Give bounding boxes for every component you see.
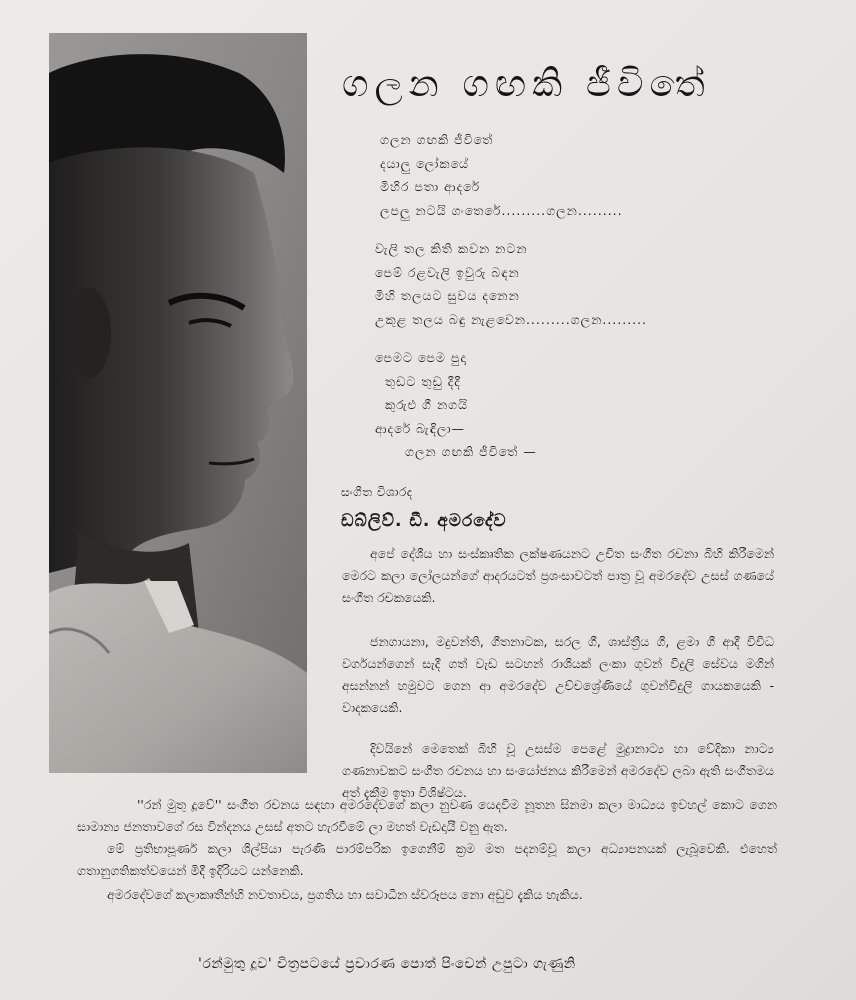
lyric-line: පෙම් රළවැලි ඉවුරු බඳන <box>375 264 520 280</box>
paragraph: අපේ දේශීය හා සංස්කෘතික ලක්ෂණයනට උචිත සංගීත රචනා බිහි කිරීමෙන් මෙරට කලා ලෝලයන්ගේ ආදරයටත් ප්‍රශංසාවටත් පාත්‍ර වූ අමරදේව උසස් ගණයේ සංගීත රචකයෙකි. <box>342 546 774 605</box>
song-lyrics <box>375 128 815 464</box>
lyric-line: තුඩට තුඩු දීදී <box>385 373 461 389</box>
lyric-line: දයාලු ලෝකයේ <box>380 155 469 171</box>
credit-name: ඩබ්ලිව්. ඩී. අමරදේව <box>341 511 507 531</box>
lyric-line: මිහිර පතා ආදරේ <box>380 179 481 194</box>
lyrics-stanza-3 <box>375 346 815 464</box>
lyric-line: පෙමට පෙම පුදා <box>375 350 467 365</box>
lyrics-stanza-2 <box>375 237 815 331</box>
credit-label: සංගීත විශාරද <box>341 485 413 499</box>
lyric-line: ලපලු නටයි ගංතෙරේ.........ගලන......... <box>380 202 623 218</box>
lyric-line: ආදරේ බැඳිලා— <box>375 420 466 436</box>
portrait-photo <box>49 33 307 773</box>
paragraph: ''රන් මුතු දූවේ'' සංගීත රචනය සඳහා අමරදේවගේ කලා නුවණ යෙදවීම නූතන සිනමා කලා මාධ්‍යය ඉවහල් කොට ගෙන සාමාන්‍ය ජනතාවගේ රස වින්දනය උසස් අතට හැරවීමේ ලා මහත් වැඩදායී වනු ඇත. <box>77 797 777 834</box>
paragraph: මේ ප්‍රතිභාපූර්ණ කලා ශිල්පියා පැරණි පාරම්පරික ඉගෙනීම් ක්‍රම මත පදනම්වූ කලා අධ්‍යාපනයක් ලැබූවෙකි. එහෙත් ගතානුගතිකත්වයෙන් මිදී ඉදිරියට යන්නෙකි. <box>77 841 777 878</box>
paragraph: ජනගායනා, මදුවන්ති, ගීතනාටක, සරල ගී, ශාස්ත්‍රීය ගී, ළමා ගී ආදී විවිධ වර්ගයන්ගෙන් සැදී ගත් වැඩ සටහන් රාශියක් ලංකා ගුවන් විදුලි සේවය මගින් අසන්නන් හමුවට ගෙන ආ අමරදේව උච්චශ්‍රේණියේ ගුවන්විදුලි ගායකයෙකි - වාදකයෙකි. <box>342 634 774 715</box>
lyrics-stanza-1 <box>375 128 815 222</box>
lyric-line: ගලන ගඟකි ජීවිතේ <box>380 132 494 147</box>
portrait-image <box>49 33 307 773</box>
paragraph: දිවයිනේ මෙතෙක් බිහි වූ උසස්ම පෙළේ මුද්‍රානාට්‍ය හා වේදිකා නාට්‍ය ගණනාවකට සංගීත රචනය හා සංයෝජනය කිරීමෙන් අමරදේව ලබා ඇති සංගීතමය අත් දැකීම ඉතා විශිෂ්ටය. <box>342 741 774 800</box>
lyric-line: උකුළ තලය බඳු නැළවෙන.........ගලන......... <box>375 311 648 327</box>
paragraph: අමරදේවගේ කලාකෘතීන්හි නවතාවය, ප්‍රගතිය හා සවාධීන ස්වරූපය නො අඩුව දැකිය හැකිය. <box>107 887 583 902</box>
lyric-line: ගලන ගඟකි ජීවිතේ — <box>405 444 537 459</box>
lyric-line: මිහි තලයට සුවය දනෙන <box>375 288 520 303</box>
source-footnote: 'රන්මුතු දූව' චිත්‍රපටයේ ප්‍රචාරණ පොත් පිංචෙන් උපුටා ගැණුනි <box>198 956 576 972</box>
song-title: ගලන ගඟකි ජීවිතේ <box>342 62 711 105</box>
lyric-line: කුරුළු ගී නගයි <box>385 397 469 412</box>
lyric-line: වැලි තල කිති කවන නටන <box>375 241 528 256</box>
